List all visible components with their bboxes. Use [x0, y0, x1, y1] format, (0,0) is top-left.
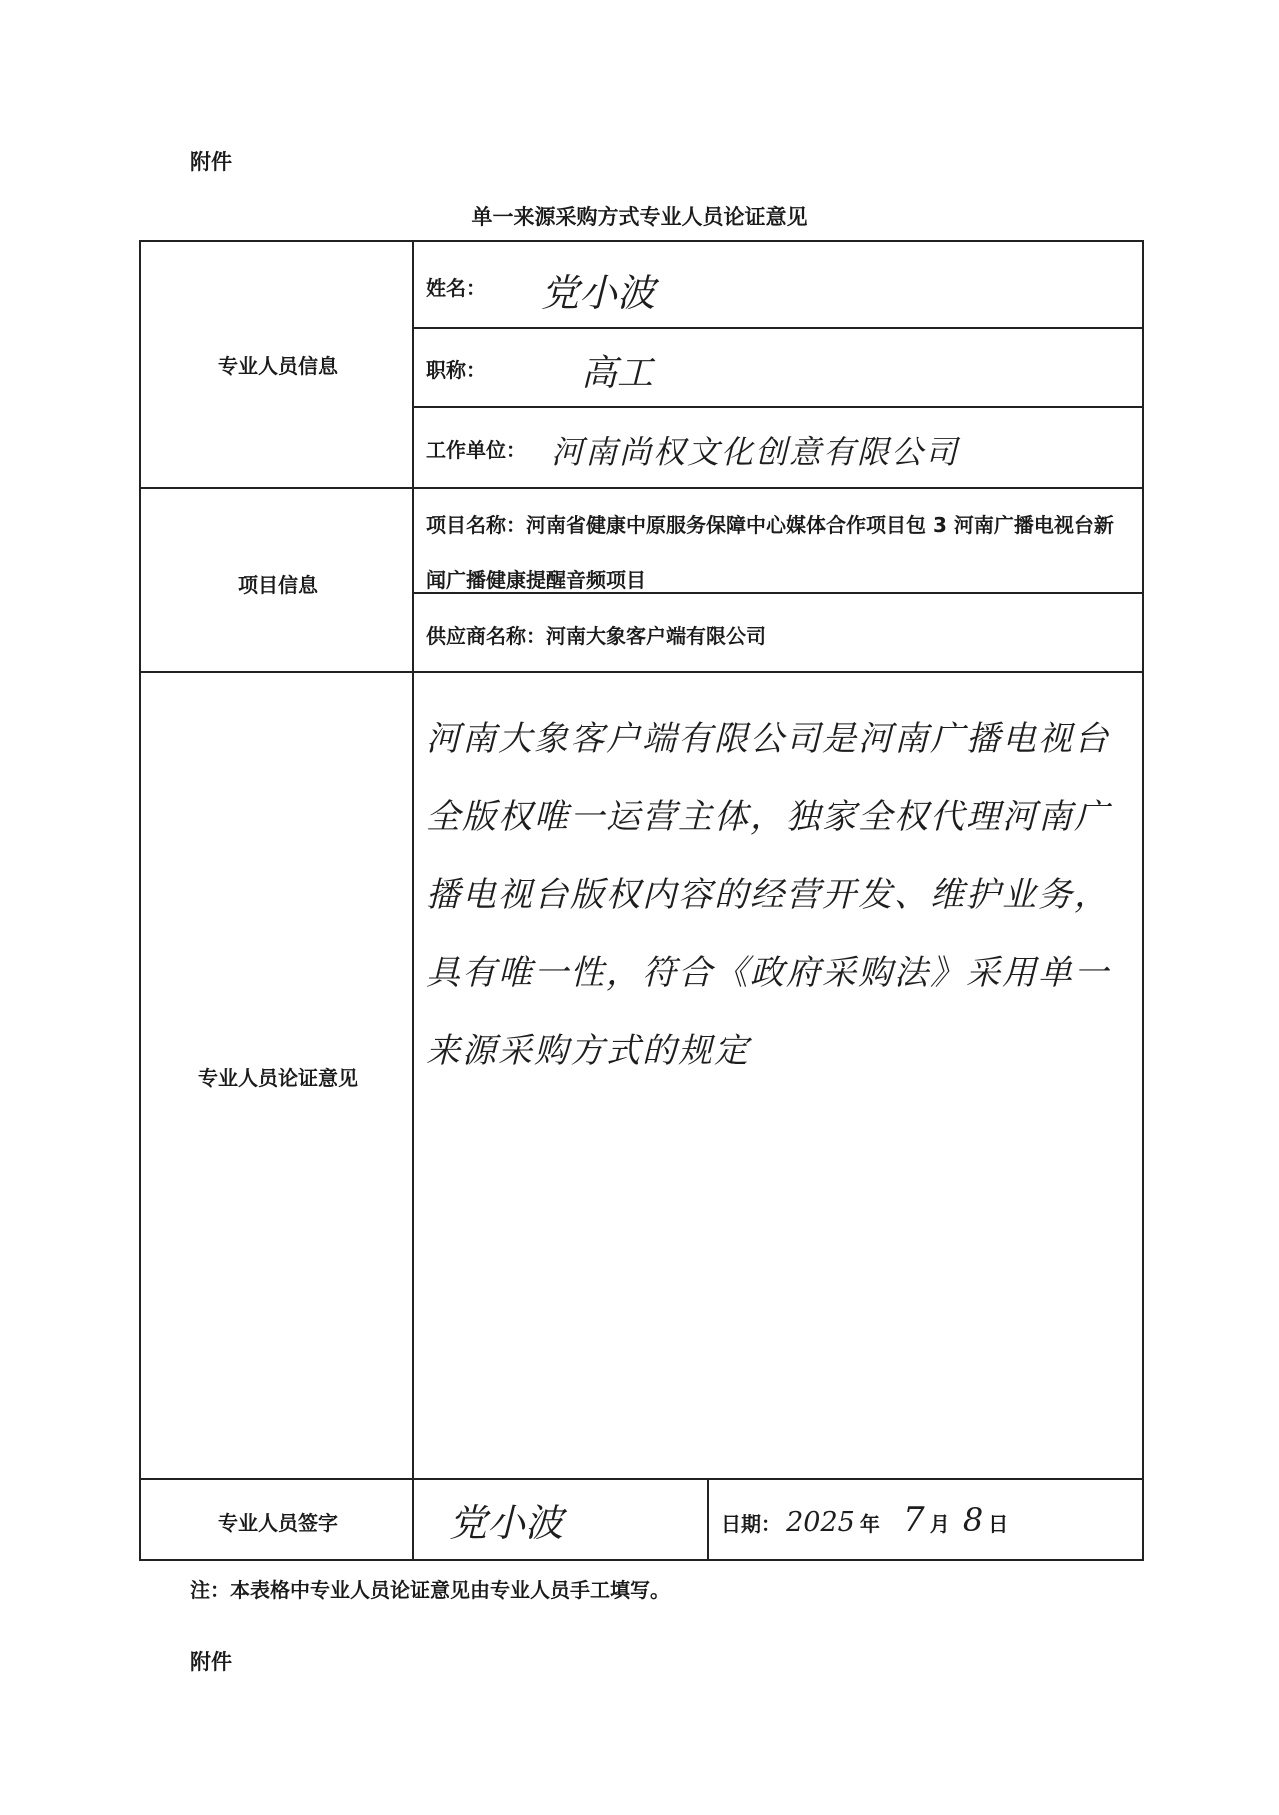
date-day-char: 日	[988, 1512, 1009, 1536]
opinion-section-label: 专业人员论证意见	[198, 1066, 358, 1090]
row-divider-name	[414, 327, 1144, 329]
date-label: 日期：	[721, 1512, 781, 1536]
footnote: 注：本表格中专业人员论证意见由专业人员手工填写。	[190, 1578, 670, 1602]
date-month-char: 月	[929, 1512, 950, 1536]
name-value: 党小波	[541, 271, 656, 315]
title-label: 职称：	[426, 358, 486, 382]
signature-value: 党小波	[449, 1501, 564, 1545]
employer-value: 河南尚权文化创意有限公司	[551, 433, 960, 471]
attachment-label-bottom: 附件	[190, 1650, 232, 1674]
date-month: 7	[903, 1500, 925, 1540]
supplier-name: 供应商名称：河南大象客户端有限公司	[426, 624, 766, 648]
project-info-section-label: 项目信息	[238, 573, 318, 597]
date-cell-divider	[707, 1479, 709, 1559]
handwritten-opinion: 河南大象客户端有限公司是河南广播电视台全版权唯一运营主体，独家全权代理河南广播电视台版权内容的经营开发、维护业务，具有唯一性，符合《政府采购法》采用单一来源采购方式的规定	[426, 719, 1110, 1071]
signature-section-label: 专业人员签字	[218, 1511, 338, 1535]
opinion-form-table	[139, 240, 1144, 1561]
employer-label: 工作单位：	[426, 438, 526, 462]
row-divider-title	[414, 406, 1144, 408]
section-divider-personnel	[141, 487, 1144, 489]
date-year: 2025	[786, 1507, 855, 1538]
section-divider-project	[141, 671, 1144, 673]
title-value: 高工	[581, 353, 654, 394]
date-day: 8	[962, 1501, 984, 1539]
date-year-char: 年	[859, 1512, 880, 1536]
document-title: 单一来源采购方式专业人员论证意见	[471, 205, 808, 229]
personnel-info-section-label: 专业人员信息	[218, 354, 338, 378]
attachment-label-top: 附件	[190, 150, 232, 174]
left-column-divider	[412, 242, 414, 1559]
project-name: 项目名称：河南省健康中原服务保障中心媒体合作项目包 3 河南广播电视台新闻广播健康提醒音频项目	[426, 513, 1114, 592]
date-field	[721, 1500, 1008, 1540]
name-label: 姓名：	[426, 276, 486, 300]
section-divider-opinion	[141, 1478, 1144, 1480]
